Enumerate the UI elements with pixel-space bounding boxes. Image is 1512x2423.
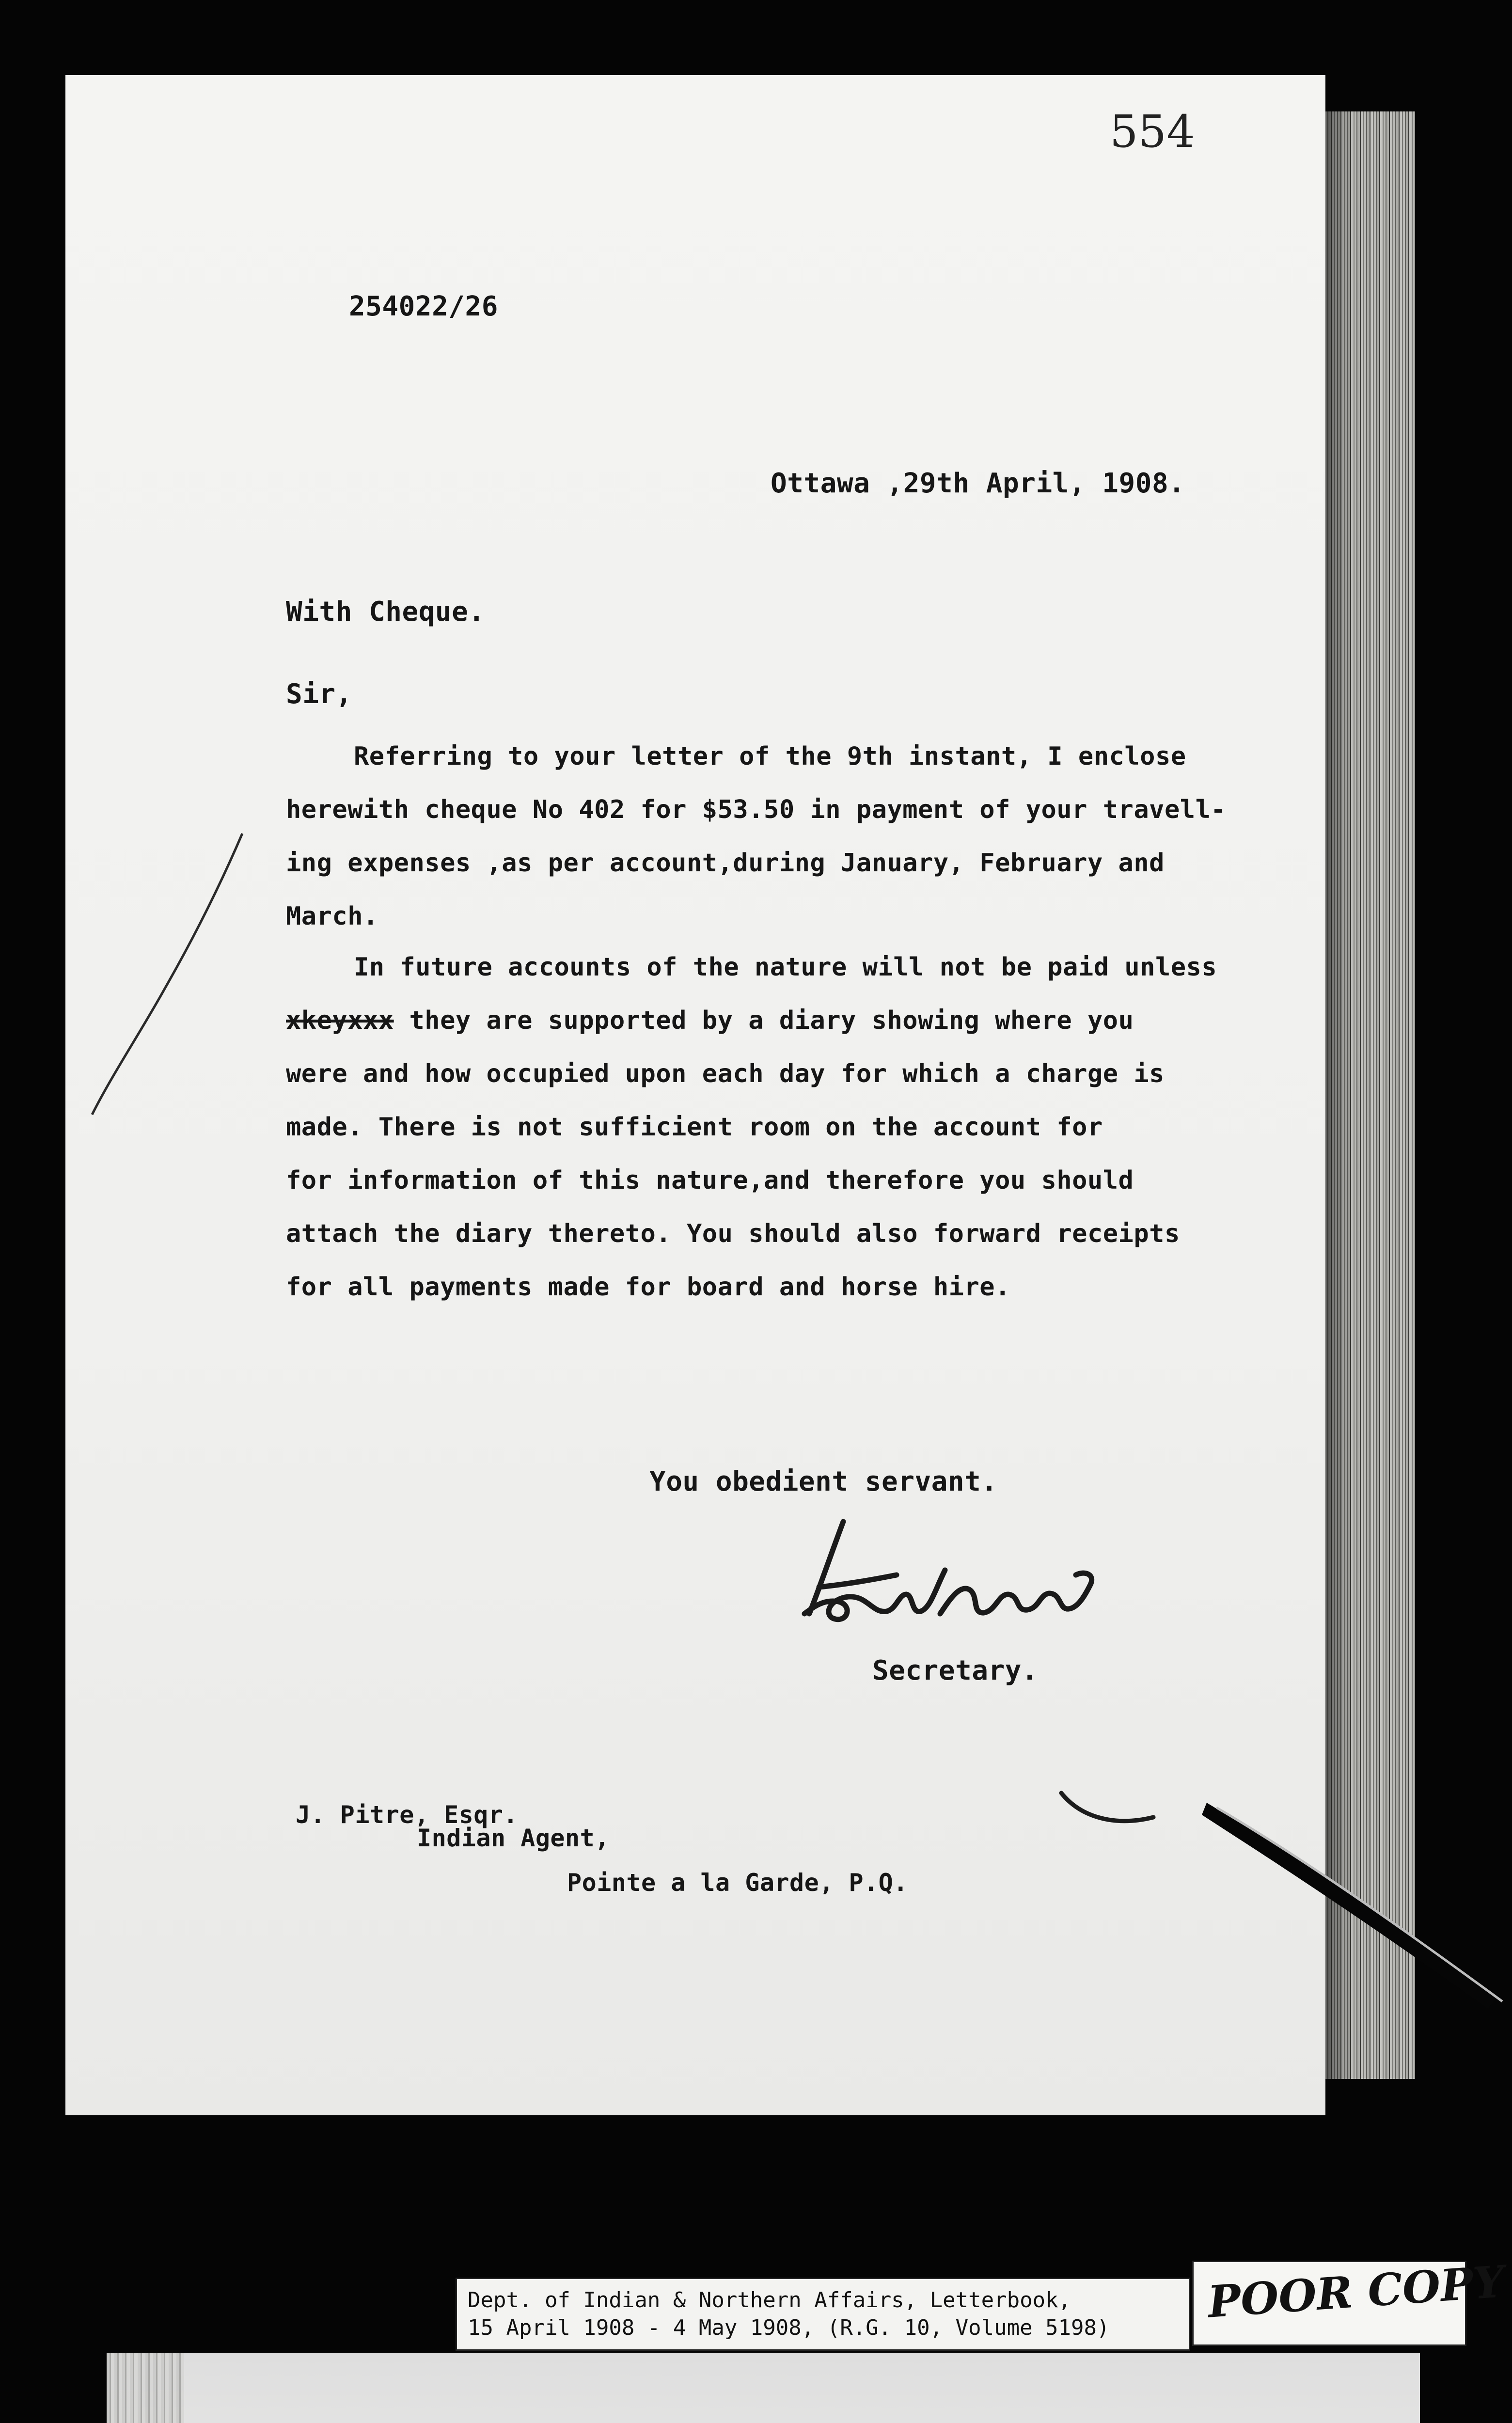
body-line: attach the diary thereto. You should also forward receipts: [286, 1219, 1180, 1248]
archives-panel-edge: [107, 2353, 184, 2423]
addressee-location: Pointe a la Garde, P.Q.: [567, 1869, 908, 1897]
body-line: Referring to your letter of the 9th instant, I enclose: [354, 742, 1186, 771]
body-line-with-strike: [286, 1008, 1134, 1033]
page-edge-shadow: [1325, 111, 1354, 2079]
addressee-title: Indian Agent,: [417, 1824, 610, 1852]
citation-line: 15 April 1908 - 4 May 1908, (R.G. 10, Volume 5198): [468, 2315, 1110, 2340]
archival-citation-label: [456, 2278, 1190, 2351]
struck-text: xkeyxxx: [286, 1006, 394, 1035]
file-reference: 254022/26: [349, 291, 498, 322]
signatory-title: Secretary.: [872, 1655, 1039, 1686]
poor-copy-text: POOR COPY: [1206, 2256, 1506, 2328]
body-line: March.: [286, 902, 378, 931]
body-line: were and how occupied upon each day for which a charge is: [286, 1059, 1165, 1088]
closing: You obedient servant.: [649, 1466, 998, 1497]
date-line: Ottawa ,29th April, 1908.: [771, 468, 1185, 499]
page-number: 554: [1110, 106, 1195, 157]
body-line: for information of this nature,and therefore you should: [286, 1166, 1134, 1195]
handwritten-signature: [775, 1502, 1153, 1662]
enclosure-note: With Cheque.: [286, 596, 485, 628]
body-line: herewith cheque No 402 for $53.50 in payment of your travell-: [286, 795, 1227, 824]
poor-copy-note: [1192, 2256, 1506, 2346]
ink-mark: [1056, 1788, 1163, 1832]
stray-pen-mark: [82, 824, 257, 1124]
body-line: made. There is not sufficient room on the account for: [286, 1113, 1103, 1142]
addressee-name: J. Pitre, Esqr.: [296, 1801, 519, 1829]
body-line-text: they are supported by a diary showing where you: [409, 1006, 1134, 1035]
body-line: ing expenses ,as per account,during January, February and: [286, 849, 1165, 878]
body-line: In future accounts of the nature will not be paid unless: [354, 953, 1217, 982]
body-line: for all payments made for board and horse hire.: [286, 1273, 1010, 1302]
archives-stamp-panel: [107, 2353, 1420, 2423]
citation-line: Dept. of Indian & Northern Affairs, Letterbook,: [468, 2288, 1071, 2313]
salutation: Sir,: [286, 678, 352, 710]
pen-pointer: [1197, 1793, 1512, 2045]
